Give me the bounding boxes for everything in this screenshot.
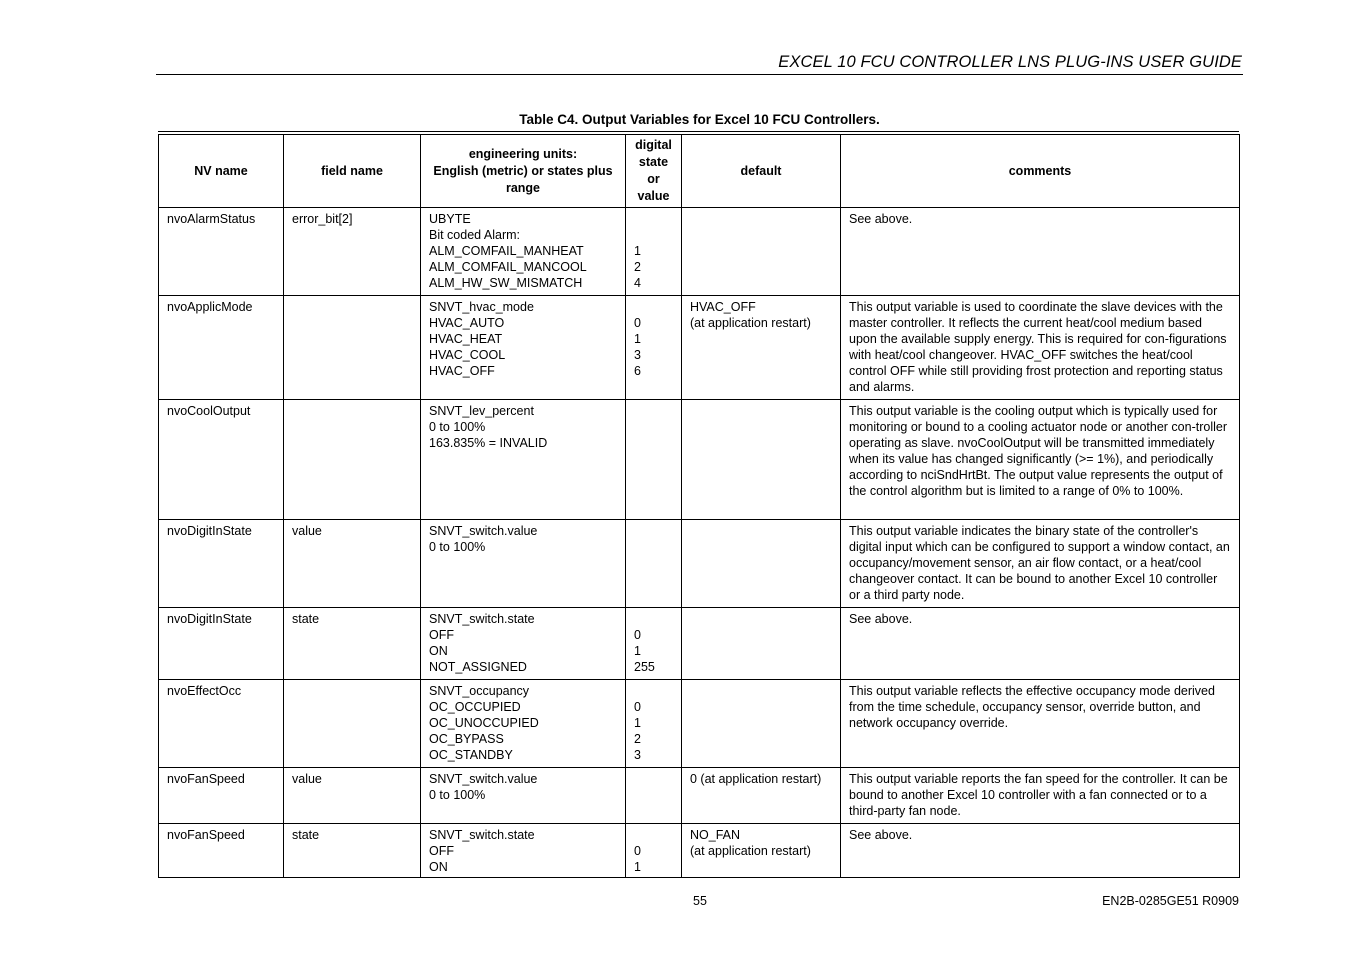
cell-engineering-units-line: OC_UNOCCUPIED bbox=[429, 716, 539, 730]
cell-digital-state bbox=[626, 680, 682, 768]
cell-engineering-units-line: HVAC_AUTO bbox=[429, 316, 505, 330]
column-header-text-line: digital bbox=[635, 138, 672, 152]
cell-digital-state-line: 4 bbox=[634, 276, 641, 290]
cell-engineering-units bbox=[421, 296, 626, 400]
column-header-comments: comments bbox=[841, 135, 1240, 208]
column-header-text-line: range bbox=[505, 180, 541, 195]
table-header-row bbox=[159, 135, 1240, 208]
cell-digital-state-line: 2 bbox=[634, 732, 641, 746]
cell-engineering-units-line: ON bbox=[429, 860, 448, 874]
cell-digital-state-line: 0 bbox=[634, 844, 641, 858]
column-header-field-name: field name bbox=[284, 135, 421, 208]
cell-engineering-units bbox=[421, 608, 626, 680]
cell-digital-state-line: 1 bbox=[634, 860, 641, 874]
column-header-text-line: engineering units: bbox=[468, 146, 578, 161]
cell-digital-state-line bbox=[634, 227, 673, 243]
cell-default bbox=[682, 208, 841, 296]
cell-engineering-units bbox=[421, 208, 626, 296]
cell-default-line: NO_FAN bbox=[690, 828, 741, 842]
column-header-text-line: English (metric) or states plus bbox=[433, 163, 613, 178]
table-row bbox=[159, 608, 1240, 680]
cell-engineering-units-line: OC_STANDBY bbox=[429, 748, 513, 762]
cell-digital-state-line: 0 bbox=[634, 700, 641, 714]
cell-comments: This output variable is the cooling output which is typically used for monitoring or bound to a cooling actuator node or another con-troller operating as slave. nvoCoolOutput will be transmitted immediately when its value has changed significantly (>= 1%), and periodically according to nciSndHrtBt. The output value represents the output of the control algorithm but is limited to a range of 0% to 100%. bbox=[841, 400, 1240, 520]
cell-nv-name: nvoDigitInState bbox=[159, 608, 284, 680]
cell-engineering-units-line: UBYTE bbox=[429, 212, 471, 226]
cell-engineering-units-line: 0 to 100% bbox=[429, 540, 486, 554]
table-row bbox=[159, 768, 1240, 824]
cell-engineering-units-line: SNVT_switch.value bbox=[429, 772, 538, 786]
table-row bbox=[159, 400, 1240, 520]
cell-comments: This output variable reflects the effective occupancy mode derived from the time schedule, occupancy sensor, override button, and network occupancy override. bbox=[841, 680, 1240, 768]
cell-field-name: state bbox=[284, 824, 421, 878]
cell-engineering-units-line: 163.835% = INVALID bbox=[429, 436, 548, 450]
cell-engineering-units-line: OC_OCCUPIED bbox=[429, 700, 521, 714]
cell-digital-state bbox=[626, 768, 682, 824]
cell-engineering-units-line: NOT_ASSIGNED bbox=[429, 660, 527, 674]
cell-engineering-units-line: 0 to 100% bbox=[429, 788, 486, 802]
cell-comments: This output variable indicates the binary state of the controller's digital input which can be configured to support a window contact, an occupancy/movement sensor, an air flow contact, or a heat/cool changeover contact. It can be bound to another Excel 10 controller or a third party node. bbox=[841, 520, 1240, 608]
table-row bbox=[159, 208, 1240, 296]
cell-digital-state-line: 6 bbox=[634, 364, 641, 378]
table-body bbox=[159, 208, 1240, 878]
column-header-digital-state bbox=[626, 135, 682, 208]
cell-field-name: error_bit[2] bbox=[284, 208, 421, 296]
cell-engineering-units bbox=[421, 768, 626, 824]
cell-digital-state-line bbox=[634, 611, 673, 627]
cell-engineering-units-line: ON bbox=[429, 644, 448, 658]
table-row bbox=[159, 680, 1240, 768]
cell-engineering-units-line: ALM_HW_SW_MISMATCH bbox=[429, 276, 583, 290]
cell-digital-state-line: 0 bbox=[634, 316, 641, 330]
cell-digital-state-line: 1 bbox=[634, 644, 641, 658]
cell-comments: This output variable reports the fan speed for the controller. It can be bound to another Excel 10 controller with a fan connected or to a third-party fan node. bbox=[841, 768, 1240, 824]
cell-default bbox=[682, 680, 841, 768]
table-row bbox=[159, 296, 1240, 400]
cell-field-name: value bbox=[284, 768, 421, 824]
cell-digital-state-line bbox=[634, 683, 673, 699]
cell-digital-state bbox=[626, 520, 682, 608]
table-caption: Table C4. Output Variables for Excel 10 FCU Controllers. bbox=[519, 112, 880, 127]
cell-engineering-units-line: ALM_COMFAIL_MANHEAT bbox=[429, 244, 584, 258]
cell-comments: See above. bbox=[841, 208, 1240, 296]
cell-default bbox=[682, 768, 841, 824]
cell-digital-state-line: 1 bbox=[634, 716, 641, 730]
cell-digital-state-line: 255 bbox=[634, 660, 655, 674]
cell-engineering-units-line: SNVT_switch.state bbox=[429, 828, 535, 842]
cell-field-name: state bbox=[284, 608, 421, 680]
cell-digital-state-line bbox=[634, 211, 673, 227]
document-id: EN2B-0285GE51 R0909 bbox=[1102, 894, 1239, 908]
cell-engineering-units-line: ALM_COMFAIL_MANCOOL bbox=[429, 260, 587, 274]
cell-digital-state-line: 0 bbox=[634, 628, 641, 642]
cell-digital-state-line: 3 bbox=[634, 348, 641, 362]
cell-engineering-units bbox=[421, 680, 626, 768]
cell-digital-state bbox=[626, 208, 682, 296]
cell-engineering-units-line: OFF bbox=[429, 628, 454, 642]
column-header-nv-name: NV name bbox=[159, 135, 284, 208]
cell-nv-name: nvoFanSpeed bbox=[159, 824, 284, 878]
column-header-default: default bbox=[682, 135, 841, 208]
cell-comments: This output variable is used to coordinate the slave devices with the master controller. It reflects the current heat/cool medium based upon the available supply energy. This is required for con-figurations with heat/cool changeover. HVAC_OFF switches the heat/cool control OFF while still providing frost protection and reporting status and alarms. bbox=[841, 296, 1240, 400]
cell-comments: See above. bbox=[841, 824, 1240, 878]
cell-nv-name: nvoDigitInState bbox=[159, 520, 284, 608]
cell-nv-name: nvoEffectOcc bbox=[159, 680, 284, 768]
column-header-text-line: value bbox=[637, 189, 670, 203]
cell-default-line: 0 (at application restart) bbox=[690, 772, 822, 786]
cell-default-line: (at application restart) bbox=[690, 844, 811, 858]
cell-digital-state-line bbox=[634, 299, 673, 315]
cell-engineering-units-line: SNVT_switch.value bbox=[429, 524, 538, 538]
column-header-text-line: state bbox=[638, 155, 669, 169]
cell-digital-state bbox=[626, 608, 682, 680]
cell-field-name bbox=[284, 680, 421, 768]
cell-engineering-units-line: SNVT_hvac_mode bbox=[429, 300, 534, 314]
cell-digital-state bbox=[626, 824, 682, 878]
cell-engineering-units-line: Bit coded Alarm: bbox=[429, 228, 521, 242]
cell-default bbox=[682, 520, 841, 608]
cell-digital-state-line: 3 bbox=[634, 748, 641, 762]
header-divider bbox=[156, 74, 1243, 75]
cell-nv-name: nvoAlarmStatus bbox=[159, 208, 284, 296]
output-variables-table bbox=[158, 134, 1240, 878]
cell-digital-state bbox=[626, 400, 682, 520]
column-header-text-line: or bbox=[647, 172, 660, 186]
cell-engineering-units bbox=[421, 824, 626, 878]
cell-field-name: value bbox=[284, 520, 421, 608]
table-container bbox=[158, 131, 1239, 878]
cell-engineering-units-line: HVAC_OFF bbox=[429, 364, 495, 378]
table-row bbox=[159, 520, 1240, 608]
cell-digital-state-line: 1 bbox=[634, 332, 641, 346]
cell-comments: See above. bbox=[841, 608, 1240, 680]
cell-engineering-units-line: SNVT_switch.state bbox=[429, 612, 535, 626]
cell-digital-state-line bbox=[634, 827, 673, 843]
cell-field-name bbox=[284, 296, 421, 400]
cell-default-line: HVAC_OFF bbox=[690, 300, 756, 314]
cell-engineering-units bbox=[421, 520, 626, 608]
cell-engineering-units-line: HVAC_COOL bbox=[429, 348, 506, 362]
cell-engineering-units-line: OFF bbox=[429, 844, 454, 858]
cell-engineering-units bbox=[421, 400, 626, 520]
cell-digital-state bbox=[626, 296, 682, 400]
cell-engineering-units-line: OC_BYPASS bbox=[429, 732, 504, 746]
cell-engineering-units-line: 0 to 100% bbox=[429, 420, 486, 434]
cell-default bbox=[682, 296, 841, 400]
page-header-title: EXCEL 10 FCU CONTROLLER LNS PLUG-INS USER GUIDE bbox=[778, 53, 1242, 71]
cell-nv-name: nvoApplicMode bbox=[159, 296, 284, 400]
page-number: 55 bbox=[693, 894, 707, 908]
cell-default bbox=[682, 608, 841, 680]
cell-digital-state-line: 1 bbox=[634, 244, 641, 258]
cell-nv-name: nvoCoolOutput bbox=[159, 400, 284, 520]
table-row bbox=[159, 824, 1240, 878]
cell-field-name bbox=[284, 400, 421, 520]
column-header-engineering-units bbox=[421, 135, 626, 208]
cell-default bbox=[682, 400, 841, 520]
cell-default-line: (at application restart) bbox=[690, 316, 811, 330]
cell-default bbox=[682, 824, 841, 878]
cell-engineering-units-line: SNVT_lev_percent bbox=[429, 404, 534, 418]
cell-engineering-units-line: SNVT_occupancy bbox=[429, 684, 530, 698]
cell-nv-name: nvoFanSpeed bbox=[159, 768, 284, 824]
cell-digital-state-line: 2 bbox=[634, 260, 641, 274]
cell-engineering-units-line: HVAC_HEAT bbox=[429, 332, 503, 346]
